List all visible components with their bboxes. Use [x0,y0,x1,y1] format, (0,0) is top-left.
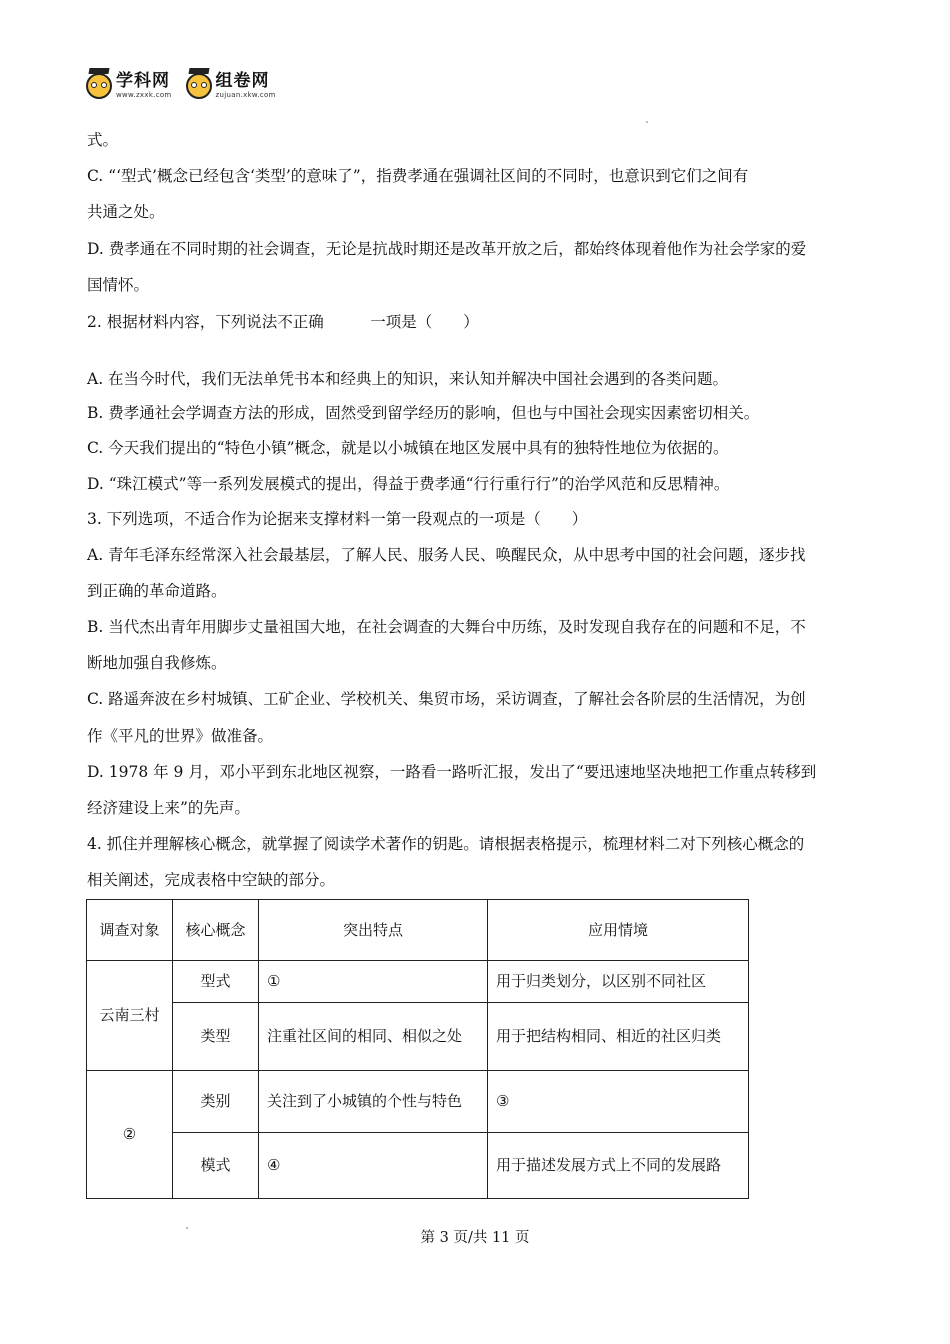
logo-url: www.zxxk.com [116,91,172,99]
feature-cell: 关注到了小城镇的个性与特色 [259,1071,488,1133]
context-cell: 用于把结构相同、相近的社区归类 [488,1003,749,1071]
table-row [87,1071,749,1133]
subject-cell: ② [87,1071,173,1199]
text-line: 到正确的革命道路。 [87,582,227,600]
option-b-line: B. 当代杰出青年用脚步丈量祖国大地，在社会调查的大舞台中历练，及时发现自我存在的问题和不足，不 [87,618,806,636]
feature-cell: ④ [259,1133,488,1199]
context-cell: 用于归类划分，以区别不同社区 [488,961,749,1003]
logo-name: 学科网 [116,71,170,91]
table-row [87,1003,749,1071]
concept-table [86,899,749,1199]
site-logos [86,72,276,99]
header-cell: 调查对象 [87,900,173,961]
question-2: 2. 根据材料内容，下列说法不正确 一项是（ ） [87,313,479,331]
option-d-line: D. “珠江模式”等一系列发展模式的提出，得益于费孝通“行行重行行”的治学风范和反思精神。 [87,475,730,493]
concept-cell: 类别 [173,1071,259,1133]
logo-url: zujuan.xkw.com [215,91,276,99]
mascot-icon [86,73,112,99]
context-cell: 用于描述发展方式上不同的发展路 [488,1133,749,1199]
option-d-line: D. 1978 年 9 月，邓小平到东北地区视察，一路看一路听汇报，发出了“要迅速地坚决地把工作重点转移到 [87,763,817,781]
concept-cell: 型式 [173,961,259,1003]
concept-cell: 模式 [173,1133,259,1199]
header-cell: 核心概念 [173,900,259,961]
option-c-line: C. 路遥奔波在乡村城镇、工矿企业、学校机关、集贸市场，采访调查，了解社会各阶层的生活情况，为创 [87,690,806,708]
question-4: 4. 抓住并理解核心概念，就掌握了阅读学术著作的钥匙。请根据表格提示，梳理材料二对下列核心概念的 [87,835,805,853]
option-c-line: C. 今天我们提出的“特色小镇”概念，就是以小城镇在地区发展中具有的独特性地位为依据的。 [87,439,729,457]
option-a-line: A. 在当今时代，我们无法单凭书本和经典上的知识，来认知并解决中国社会遇到的各类问题。 [87,370,729,388]
table-row [87,961,749,1003]
feature-cell: ① [259,961,488,1003]
text-line: 经济建设上来”的先声。 [87,799,250,817]
zujuan-logo [186,72,276,99]
zxxk-logo [86,72,172,99]
subject-cell: 云南三村 [87,961,173,1071]
mascot-icon [186,73,212,99]
text-line: 式。 [87,131,119,149]
option-d-line: D. 费孝通在不同时期的社会调查，无论是抗战时期还是改革开放之后，都始终体现着他作为社会学家的爱 [87,240,807,258]
text-line: 相关阐述，完成表格中空缺的部分。 [87,871,336,889]
table-row [87,1133,749,1199]
table-header-row [87,900,749,961]
header-cell: 应用情境 [488,900,749,961]
page-number: 第 3 页/共 11 页 [420,1230,530,1246]
context-cell: ③ [488,1071,749,1133]
question-3: 3. 下列选项，不适合作为论据来支撑材料一第一段观点的一项是（ ） [87,510,588,528]
concept-cell: 类型 [173,1003,259,1071]
scan-dot [646,121,648,123]
text-line: 断地加强自我修炼。 [87,654,227,672]
option-c-line: C. “‘型式’概念已经包含‘类型’的意味了”，指费孝通在强调社区间的不同时，也意识到它们之间有 [87,167,749,185]
option-b-line: B. 费孝通社会学调查方法的形成，固然受到留学经历的影响，但也与中国社会现实因素密切相关。 [87,404,760,422]
feature-cell: 注重社区间的相同、相似之处 [259,1003,488,1071]
text-line: 作《平凡的世界》做准备。 [87,727,274,745]
logo-name: 组卷网 [215,71,270,91]
text-line: 共通之处。 [87,203,165,221]
option-a-line: A. 青年毛泽东经常深入社会最基层，了解人民、服务人民、唤醒民众，从中思考中国的社会问题，逐步找 [87,546,806,564]
header-cell: 突出特点 [259,900,488,961]
text-line: 国情怀。 [87,276,150,294]
